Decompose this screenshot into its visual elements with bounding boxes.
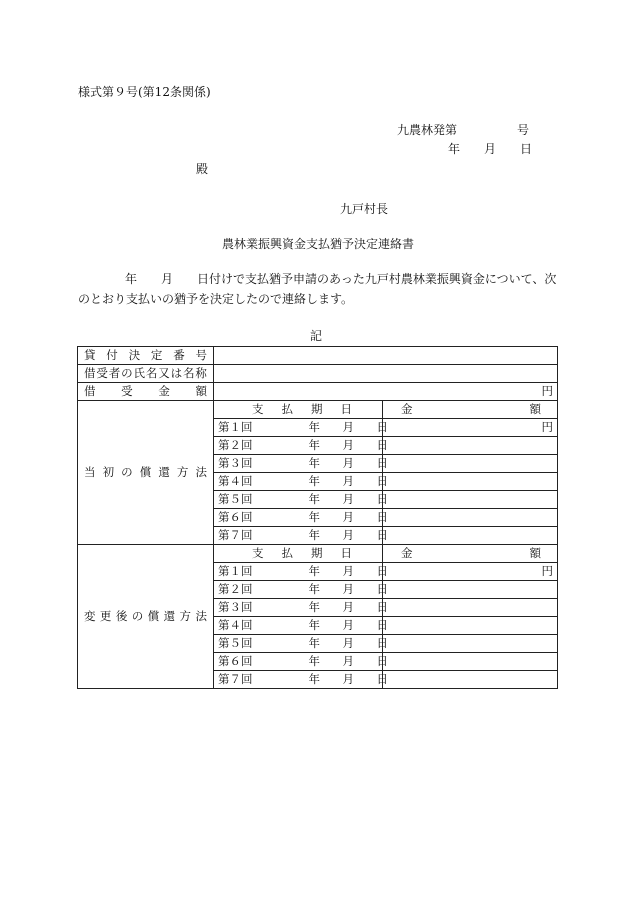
year-unit: 年 <box>308 455 320 470</box>
installment-number: 第３回 <box>218 599 253 614</box>
amount-cell[interactable] <box>383 437 558 455</box>
loan-decision-number-label <box>78 347 214 365</box>
installment-number: 第３回 <box>218 455 253 470</box>
installment-number: 第１回 <box>218 563 253 578</box>
table-row <box>78 347 558 365</box>
payment-date-cell[interactable] <box>214 599 388 617</box>
amount-cell[interactable] <box>383 617 558 635</box>
installment-number: 第４回 <box>218 617 253 632</box>
month-unit: 月 <box>342 617 354 632</box>
yen-unit: 円 <box>541 419 553 434</box>
payment-date-header <box>214 401 383 419</box>
year-unit: 年 <box>308 671 320 686</box>
day-unit: 日 <box>376 491 388 506</box>
section-label-text: 変 更 後 の 償 還 方 法 <box>84 608 207 623</box>
year-unit: 年 <box>308 653 320 668</box>
day-unit: 日 <box>376 563 388 578</box>
installment-number: 第２回 <box>218 437 253 452</box>
installment-number: 第２回 <box>218 581 253 596</box>
payment-date-header <box>214 545 383 563</box>
day-unit: 日 <box>376 473 388 488</box>
document-number-label: 九農林発第 号 <box>397 123 530 137</box>
installment-number: 第７回 <box>218 671 253 686</box>
amount-header-text: 金 額 <box>401 401 541 416</box>
borrower-name-label <box>78 365 214 383</box>
amount-header <box>383 401 558 419</box>
amount-header <box>383 545 558 563</box>
body-line-1: 年 月 日付けで支払猶予申請のあった九戸村農林業振興資金について、次 <box>125 272 557 286</box>
day-unit: 日 <box>376 437 388 452</box>
body-line-2: のとおり支払いの猶予を決定したので連絡します。 <box>78 292 354 306</box>
payment-date-cell[interactable] <box>214 581 388 599</box>
payment-date-header-text: 支 払 期 日 <box>252 401 352 416</box>
amount-cell[interactable] <box>383 599 558 617</box>
payment-date-cell[interactable] <box>214 491 388 509</box>
day-unit: 日 <box>376 671 388 686</box>
year-unit: 年 <box>308 563 320 578</box>
year-unit: 年 <box>308 491 320 506</box>
yen-unit: 円 <box>541 383 553 398</box>
loan-decision-number-text: 貸 付 決 定 番 号 <box>84 347 207 362</box>
document-title: 農林業振興資金支払猶予決定連絡書 <box>222 237 415 251</box>
loan-amount-label <box>78 383 214 401</box>
payment-date-cell[interactable] <box>214 671 388 689</box>
month-unit: 月 <box>342 635 354 650</box>
month-unit: 月 <box>342 455 354 470</box>
payment-date-cell[interactable] <box>214 527 388 545</box>
installment-number: 第４回 <box>218 473 253 488</box>
amount-cell[interactable] <box>383 509 558 527</box>
installment-number: 第７回 <box>218 527 253 542</box>
payment-date-cell[interactable] <box>214 509 388 527</box>
payment-date-cell[interactable] <box>214 437 388 455</box>
day-unit: 日 <box>376 617 388 632</box>
month-unit: 月 <box>342 563 354 578</box>
day-unit: 日 <box>376 599 388 614</box>
payment-date-cell[interactable] <box>214 563 388 581</box>
installment-number: 第６回 <box>218 509 253 524</box>
installment-number: 第５回 <box>218 635 253 650</box>
amount-cell[interactable] <box>383 581 558 599</box>
year-unit: 年 <box>308 617 320 632</box>
amount-header-text: 金 額 <box>401 545 541 560</box>
form-number: 様式第９号(第12条関係) <box>78 85 211 99</box>
payment-date-cell[interactable] <box>214 473 388 491</box>
payment-date-cell[interactable] <box>214 455 388 473</box>
year-unit: 年 <box>308 419 320 434</box>
addressee-suffix: 殿 <box>196 162 209 176</box>
yen-unit: 円 <box>541 563 553 578</box>
amount-cell[interactable] <box>383 491 558 509</box>
borrower-name-field[interactable] <box>214 365 558 383</box>
month-unit: 月 <box>342 581 354 596</box>
installment-number: 第１回 <box>218 419 253 434</box>
payment-date-header-text: 支 払 期 日 <box>252 545 352 560</box>
day-unit: 日 <box>376 581 388 596</box>
payment-date-cell[interactable] <box>214 419 388 437</box>
day-unit: 日 <box>376 509 388 524</box>
amount-cell[interactable] <box>383 563 558 581</box>
issuer-name: 九戸村長 <box>340 202 389 216</box>
year-unit: 年 <box>308 599 320 614</box>
loan-decision-number-field[interactable] <box>214 347 558 365</box>
amount-cell[interactable] <box>383 419 558 437</box>
table-row <box>78 383 558 401</box>
month-unit: 月 <box>342 419 354 434</box>
issue-date-label: 年 月 日 <box>448 142 533 156</box>
amount-cell[interactable] <box>383 527 558 545</box>
amount-cell[interactable] <box>383 455 558 473</box>
amount-cell[interactable] <box>383 635 558 653</box>
year-unit: 年 <box>308 473 320 488</box>
year-unit: 年 <box>308 635 320 650</box>
year-unit: 年 <box>308 437 320 452</box>
month-unit: 月 <box>342 473 354 488</box>
day-unit: 日 <box>376 455 388 470</box>
revised-repayment-method-label <box>78 545 214 689</box>
borrower-name-text: 借 受 者 の 氏 名 又 は 名 称 <box>84 365 207 380</box>
day-unit: 日 <box>376 419 388 434</box>
amount-cell[interactable] <box>383 653 558 671</box>
amount-cell[interactable] <box>383 671 558 689</box>
ki-heading: 記 <box>310 329 323 343</box>
installment-number: 第６回 <box>218 653 253 668</box>
payment-date-cell[interactable] <box>214 617 388 635</box>
section-label-text: 当 初 の 償 還 方 法 <box>84 464 207 479</box>
day-unit: 日 <box>376 653 388 668</box>
month-unit: 月 <box>342 491 354 506</box>
table-row <box>78 365 558 383</box>
year-unit: 年 <box>308 527 320 542</box>
installment-number: 第５回 <box>218 491 253 506</box>
month-unit: 月 <box>342 671 354 686</box>
month-unit: 月 <box>342 599 354 614</box>
payment-date-cell[interactable] <box>214 653 388 671</box>
loan-amount-field[interactable] <box>214 383 558 401</box>
day-unit: 日 <box>376 527 388 542</box>
loan-amount-text: 借 受 金 額 <box>84 383 207 398</box>
payment-date-cell[interactable] <box>214 635 388 653</box>
day-unit: 日 <box>376 635 388 650</box>
table-row <box>78 545 558 563</box>
year-unit: 年 <box>308 509 320 524</box>
table-row <box>78 401 558 419</box>
initial-repayment-method-label <box>78 401 214 545</box>
year-unit: 年 <box>308 581 320 596</box>
repayment-table <box>77 346 558 689</box>
month-unit: 月 <box>342 509 354 524</box>
amount-cell[interactable] <box>383 473 558 491</box>
month-unit: 月 <box>342 437 354 452</box>
month-unit: 月 <box>342 653 354 668</box>
month-unit: 月 <box>342 527 354 542</box>
